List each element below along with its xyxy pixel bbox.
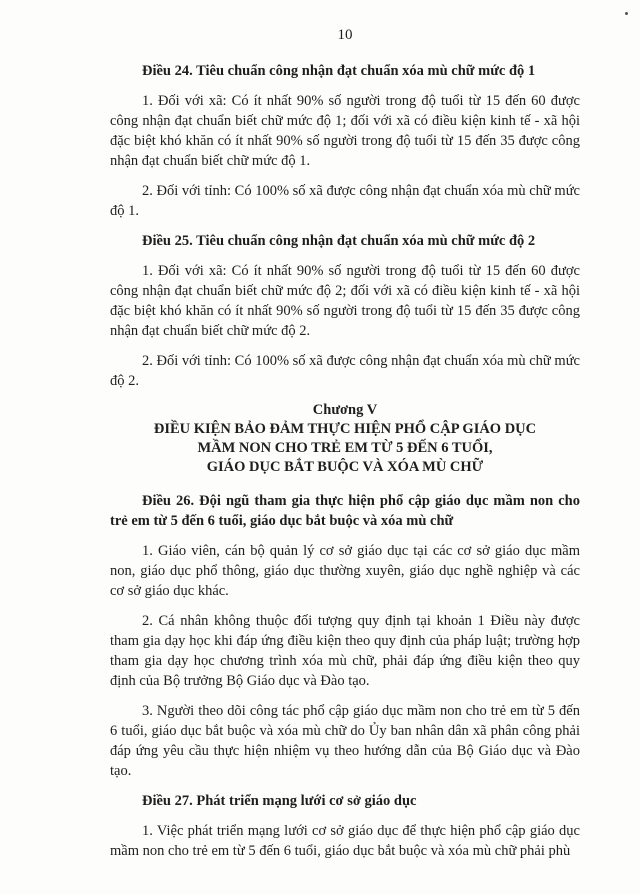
article-26-heading: Điều 26. Đội ngũ tham gia thực hiện phổ cập giáo dục mầm non cho trẻ em từ 5 đến 6 tuổi, giáo dục bắt buộc và xóa mù chữ <box>110 493 580 529</box>
article-24 <box>110 61 580 221</box>
article-25-clause-1: 1. Đối với xã: Có ít nhất 90% số người trong độ tuổi từ 15 đến 60 được công nhận đạt chuẩn biết chữ mức độ 2; đối với xã có điều kiện kinh tế - xã hội đặc biệt khó khăn có ít nhất 90% số người trong độ tuổi từ 15 đến 35 được công nhận đạt chuẩn biết chữ mức độ 2. <box>110 263 580 339</box>
chapter-title-line-3: GIÁO DỤC BẮT BUỘC VÀ XÓA MÙ CHỮ <box>206 459 484 475</box>
article-27-clause-1: 1. Việc phát triển mạng lưới cơ sở giáo dục để thực hiện phổ cập giáo dục mầm non cho trẻ em từ 5 đến 6 tuổi, giáo dục bắt buộc và xóa mù chữ phải phù <box>110 823 580 859</box>
chapter-heading <box>110 401 580 477</box>
article-24-clause-1: 1. Đối với xã: Có ít nhất 90% số người trong độ tuổi từ 15 đến 60 được công nhận đạt chuẩn biết chữ mức độ 1; đối với xã có điều kiện kinh tế - xã hội đặc biệt khó khăn có ít nhất 90% số người trong độ tuổi từ 15 đến 35 được công nhận đạt chuẩn biết chữ mức độ 1. <box>110 93 580 169</box>
article-27-heading: Điều 27. Phát triển mạng lưới cơ sở giáo dục <box>142 793 417 809</box>
article-26 <box>110 491 580 781</box>
article-26-clause-1: 1. Giáo viên, cán bộ quản lý cơ sở giáo dục tại các cơ sở giáo dục mầm non, giáo dục phổ thông, giáo dục thường xuyên, giáo dục nghề nghiệp và các cơ sở giáo dục khác. <box>110 543 580 599</box>
chapter-title-line-1: ĐIỀU KIỆN BẢO ĐẢM THỰC HIỆN PHỔ CẬP GIÁO DỤC <box>153 421 537 437</box>
article-25-clause-2: 2. Đối với tỉnh: Có 100% số xã được công nhận đạt chuẩn xóa mù chữ mức độ 2. <box>110 353 580 389</box>
chapter-title-line-2: MẦM NON CHO TRẺ EM TỪ 5 ĐẾN 6 TUỔI, <box>197 440 493 456</box>
scan-speck <box>625 12 628 15</box>
article-25 <box>110 231 580 391</box>
article-26-clause-2: 2. Cá nhân không thuộc đối tượng quy định tại khoản 1 Điều này được tham gia dạy học khi đáp ứng điều kiện theo quy định của pháp luật; trường hợp tham gia dạy học chương trình xóa mù chữ, phải đáp ứng điều kiện theo quy định của Bộ trưởng Bộ Giáo dục và Đào tạo. <box>110 613 580 689</box>
article-26-clause-3: 3. Người theo dõi công tác phổ cập giáo dục mầm non cho trẻ em từ 5 đến 6 tuổi, giáo dục bắt buộc và xóa mù chữ do Ủy ban nhân dân xã phân công phải đáp ứng yêu cầu thực hiện nhiệm vụ theo hướng dẫn của Bộ Giáo dục và Đào tạo. <box>110 703 580 779</box>
article-24-clause-2: 2. Đối với tỉnh: Có 100% số xã được công nhận đạt chuẩn xóa mù chữ mức độ 1. <box>110 183 580 219</box>
article-25-heading: Điều 25. Tiêu chuẩn công nhận đạt chuẩn xóa mù chữ mức độ 2 <box>142 233 536 249</box>
page-number: 10 <box>337 27 353 43</box>
article-24-heading: Điều 24. Tiêu chuẩn công nhận đạt chuẩn xóa mù chữ mức độ 1 <box>142 63 536 79</box>
article-27 <box>110 791 580 861</box>
chapter-label: Chương V <box>312 402 378 418</box>
